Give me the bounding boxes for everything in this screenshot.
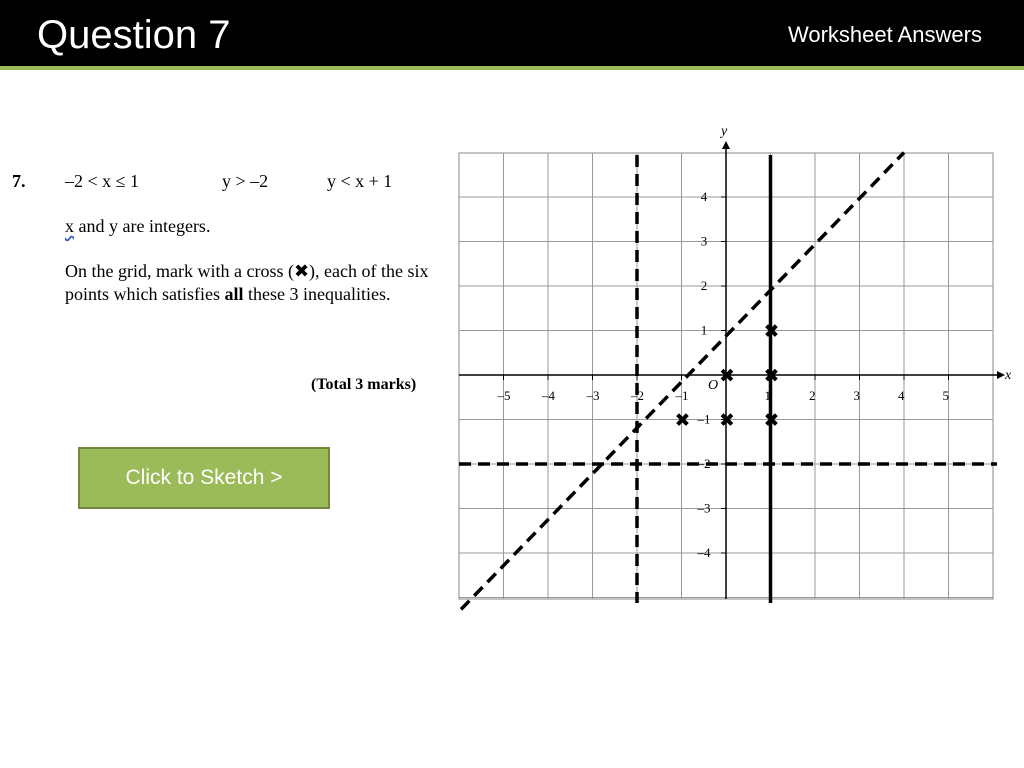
inequality-2: y > –2 [222,171,269,191]
y-axis-label: y [721,124,728,139]
cross-point-icon: ✖ [719,365,735,387]
x-tick-label: –3 [586,388,600,403]
coordinate-grid [440,115,1010,615]
title-bar-accent-line [0,66,1024,70]
click-to-sketch-button[interactable]: Click to Sketch > [78,447,330,509]
question-number: 7. [12,171,26,191]
x-tick-label: 4 [898,388,905,403]
cross-point-icon: ✖ [719,409,735,432]
y-tick-label: –4 [697,545,711,560]
spellcheck-word: x [65,216,74,236]
total-marks: (Total 3 marks) [311,376,417,393]
cross-point-icon: ✖ [674,409,691,432]
slide-title: Question 7 [37,13,231,57]
y-tick-label: 3 [700,233,708,249]
cross-point-icon: ✖ [763,365,780,387]
cross-point-icon: ✖ [763,409,780,432]
y-tick-label: –3 [697,500,711,516]
y-axis-arrow-icon [722,141,730,149]
slide-subtitle: Worksheet Answers [787,22,982,47]
integers-statement-rest: and y are integers. [74,216,211,236]
inequality-1: –2 < x ≤ 1 [65,171,140,191]
instruction-bold-word: all [224,284,244,304]
x-tick-label: –5 [497,388,511,403]
instruction-text [65,260,430,306]
instruction-part-a: On the grid, mark with a cross ( [65,261,294,281]
x-axis-arrow-icon [997,371,1005,379]
y-tick-label: –1 [697,411,711,427]
integers-statement [65,215,210,237]
instruction-part-c: these 3 inequalities. [243,284,391,304]
x-axis-label: x [1005,368,1012,383]
boundary-line-y-eq-x-plus-1 [461,153,904,610]
x-tick-label: –4 [542,388,555,403]
y-tick-label: 4 [700,189,708,204]
x-tick-label: –1 [675,388,689,403]
y-tick-label: 2 [700,278,708,293]
instruction-part-b: ), each of the six points which satisfies [65,261,429,304]
y-tick-label: 1 [700,322,708,338]
x-tick-label: 3 [853,388,860,403]
origin-label: O [708,378,719,393]
x-tick-label: 5 [942,388,949,403]
cross-icon: ✖ [293,261,310,282]
inequality-3: y < x + 1 [327,171,393,191]
y-tick-label: –2 [697,456,711,471]
x-tick-label: 1 [764,388,771,403]
x-tick-label: 2 [809,388,816,403]
cross-point-icon: ✖ [763,320,780,343]
x-tick-label: –2 [631,388,644,403]
